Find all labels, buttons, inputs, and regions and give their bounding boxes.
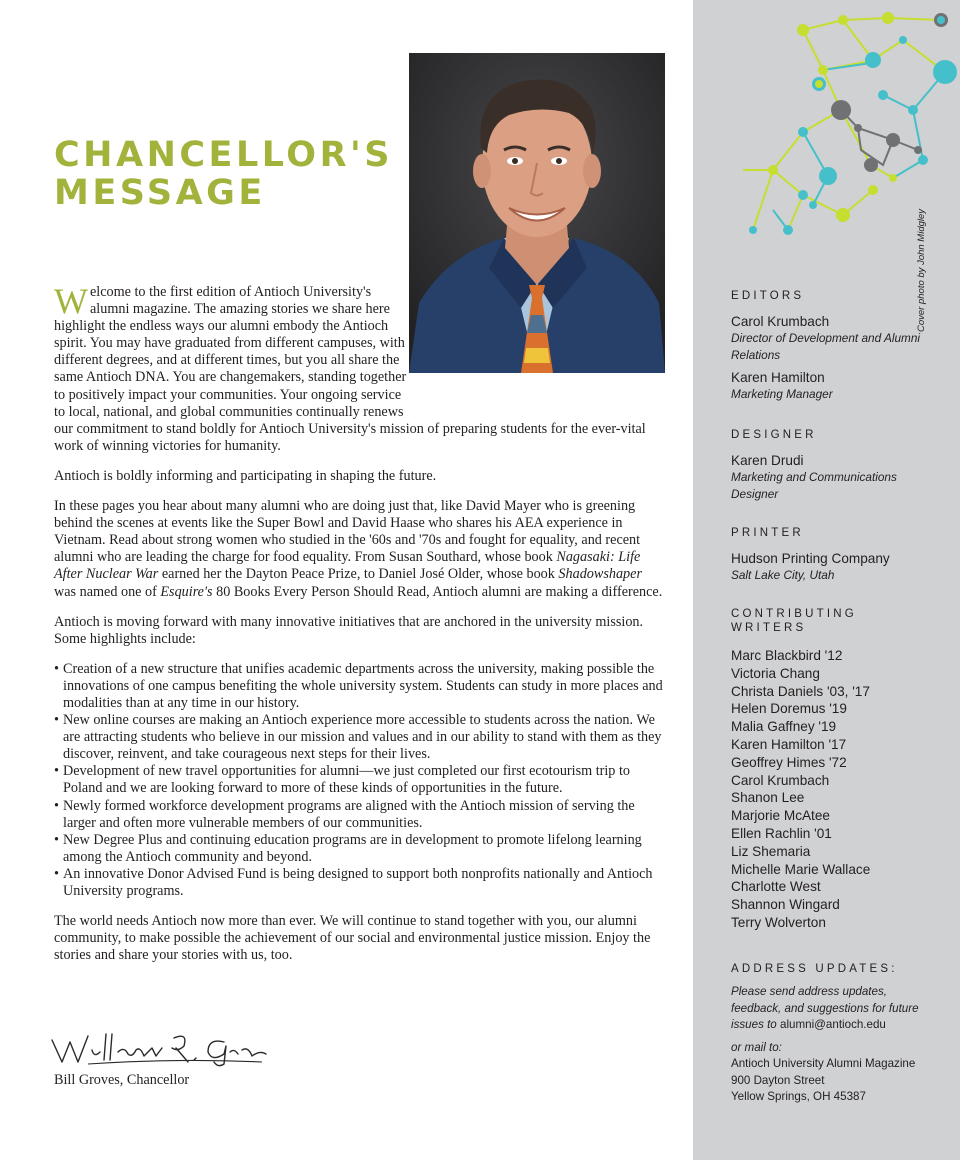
mailing-address-line: Yellow Springs, OH 45387 bbox=[731, 1090, 866, 1103]
list-item: • Development of new travel opportunities for alumni—we just completed our first ecotourism trip to Poland and we are looking forward to more of these kinds of opportunities in the future. bbox=[54, 763, 666, 797]
designer-section bbox=[731, 428, 946, 502]
book-title-shadowshaper: Shadowshaper bbox=[558, 566, 642, 583]
drop-cap: W bbox=[54, 281, 88, 321]
paragraph-alumni-stories: In these pages you hear about many alumni who are doing just that, like David Mayer who is greening behind the scenes at events like the Super Bowl and David Haase who shares his AEA experience in Vietnam. Read about strong women who studied in the '60s and '70s and fought for equality, and recent alumni who are leading the charge for food equality. From Susan Southard, whose book Nagasaki: Life After Nuclear War earned her the Dayton Peace Prize, to Daniel José Older, whose book Shadowshaper was named one of Esquire's 80 Books Every Person Should Read, Antioch alumni are making a difference. bbox=[54, 498, 663, 600]
writer-name: Carol Krumbach bbox=[731, 772, 830, 788]
list-item: • New Degree Plus and continuing education programs are in development to promote lifelong learning among the Antioch community and beyond. bbox=[54, 832, 666, 866]
printer-name: Hudson Printing Company bbox=[731, 551, 890, 566]
address-section bbox=[731, 962, 946, 1106]
designer-heading: DESIGNER bbox=[731, 429, 817, 441]
address-heading: ADDRESS UPDATES: bbox=[731, 963, 898, 975]
closing-paragraph: The world needs Antioch now more than ever. We will continue to stand together with you, our alumni community, to make possible the achievement of our social and environmental justice mission. Enjoy the stories and share your stories with us, too. bbox=[54, 913, 651, 964]
list-item: • New online courses are making an Antioch experience more accessible to students across the nation. We are attracting students who believe in our mission and values and in our ability to stand with them as they discover, reinvent, and take courageous next steps for their lives. bbox=[54, 712, 666, 763]
writer-name: Geoffrey Himes '72 bbox=[731, 754, 847, 770]
address-instructions: Please send address updates, feedback, and suggestions for future issues to alumni@antioch.edu bbox=[731, 985, 919, 1031]
editor-name: Carol Krumbach bbox=[731, 314, 830, 329]
credits-sidebar bbox=[693, 0, 960, 1160]
editor-name: Karen Hamilton bbox=[731, 370, 825, 385]
writer-name: Victoria Chang bbox=[731, 665, 820, 681]
photo-wrap-spacer bbox=[408, 284, 666, 420]
writer-name: Marc Blackbird '12 bbox=[731, 648, 843, 663]
writer-name: Charlotte West bbox=[731, 879, 821, 895]
signature-name: Bill Groves, Chancellor bbox=[54, 1072, 190, 1088]
magazine-title-esquire: Esquire's bbox=[160, 583, 213, 600]
editor-role: Director of Development and Alumni Relations bbox=[731, 331, 921, 362]
writers-section bbox=[731, 607, 946, 932]
list-item: • Newly formed workforce development programs are aligned with the Antioch mission of serving the larger and often more vulnerable members of our communities. bbox=[54, 798, 666, 832]
writer-name: Shanon Lee bbox=[731, 790, 805, 806]
mailing-address-line: Antioch University Alumni Magazine bbox=[731, 1057, 916, 1070]
writer-name: Malia Gaffney '19 bbox=[731, 719, 837, 735]
editors-heading: EDITORS bbox=[731, 290, 805, 302]
writer-name: Helen Doremus '19 bbox=[731, 701, 847, 717]
writers-heading: CONTRIBUTING WRITERS bbox=[731, 608, 857, 634]
writer-name: Terry Wolverton bbox=[731, 914, 826, 930]
writer-name: Michelle Marie Wallace bbox=[731, 861, 871, 877]
book-title-nagasaki: Nagasaki: Life After Nuclear War bbox=[54, 549, 641, 583]
printer-heading: PRINTER bbox=[731, 527, 804, 539]
photo-credit: Cover photo by John Midgley bbox=[916, 208, 927, 332]
email-link[interactable]: alumni@antioch.edu bbox=[780, 1018, 886, 1031]
list-item: • Creation of a new structure that unifies academic departments across the university, making possible the innovations of one campus benefiting the whole university system. Students can study in more places and modalities than at any time in our history. bbox=[54, 661, 666, 712]
paragraph-future: Antioch is boldly informing and participating in shaping the future. bbox=[54, 467, 437, 484]
writer-name: Christa Daniels '03, '17 bbox=[731, 683, 870, 699]
designer-name: Karen Drudi bbox=[731, 453, 804, 468]
writer-name: Shannon Wingard bbox=[731, 897, 840, 913]
intro-text: elcome to the first edition of Antioch University's alumni magazine. The amazing stories we share here highlight the endless ways our alumni embody the Antioch spirit. You may have graduated from different campuses, with different degrees, and at different times, but you all share the same Antioch DNA. You are changemakers, standing together to positively impact your communities. Your ongoing service to local, national, and global communities continually renews our commitment to stand boldly for Antioch University's mission of preparing students for the ever-vital work of winning victories for humanity. bbox=[54, 284, 646, 454]
signature-image bbox=[48, 1028, 268, 1068]
letter-body bbox=[54, 281, 666, 977]
writer-name: Liz Shemaria bbox=[731, 843, 811, 859]
printer-location: Salt Lake City, Utah bbox=[731, 568, 835, 582]
mailing-address-line: 900 Dayton Street bbox=[731, 1073, 825, 1087]
editors-section bbox=[731, 289, 946, 403]
highlights-list bbox=[54, 661, 666, 900]
page-title: CHANCELLOR'S MESSAGE bbox=[54, 135, 393, 213]
mail-label: or mail to: bbox=[731, 1040, 782, 1054]
designer-role: Marketing and Communications Designer bbox=[731, 470, 897, 501]
writer-name: Ellen Rachlin '01 bbox=[731, 825, 832, 841]
editor-role: Marketing Manager bbox=[731, 387, 833, 401]
paragraph-initiatives: Antioch is moving forward with many innovative initiatives that are anchored in the university mission. Some highlights include: bbox=[54, 613, 644, 647]
writer-name: Karen Hamilton '17 bbox=[731, 736, 847, 752]
writer-name: Marjorie McAtee bbox=[731, 808, 830, 824]
list-item: • An innovative Donor Advised Fund is being designed to support both nonprofits nationally and Antioch University programs. bbox=[54, 866, 666, 900]
printer-section bbox=[731, 526, 946, 584]
